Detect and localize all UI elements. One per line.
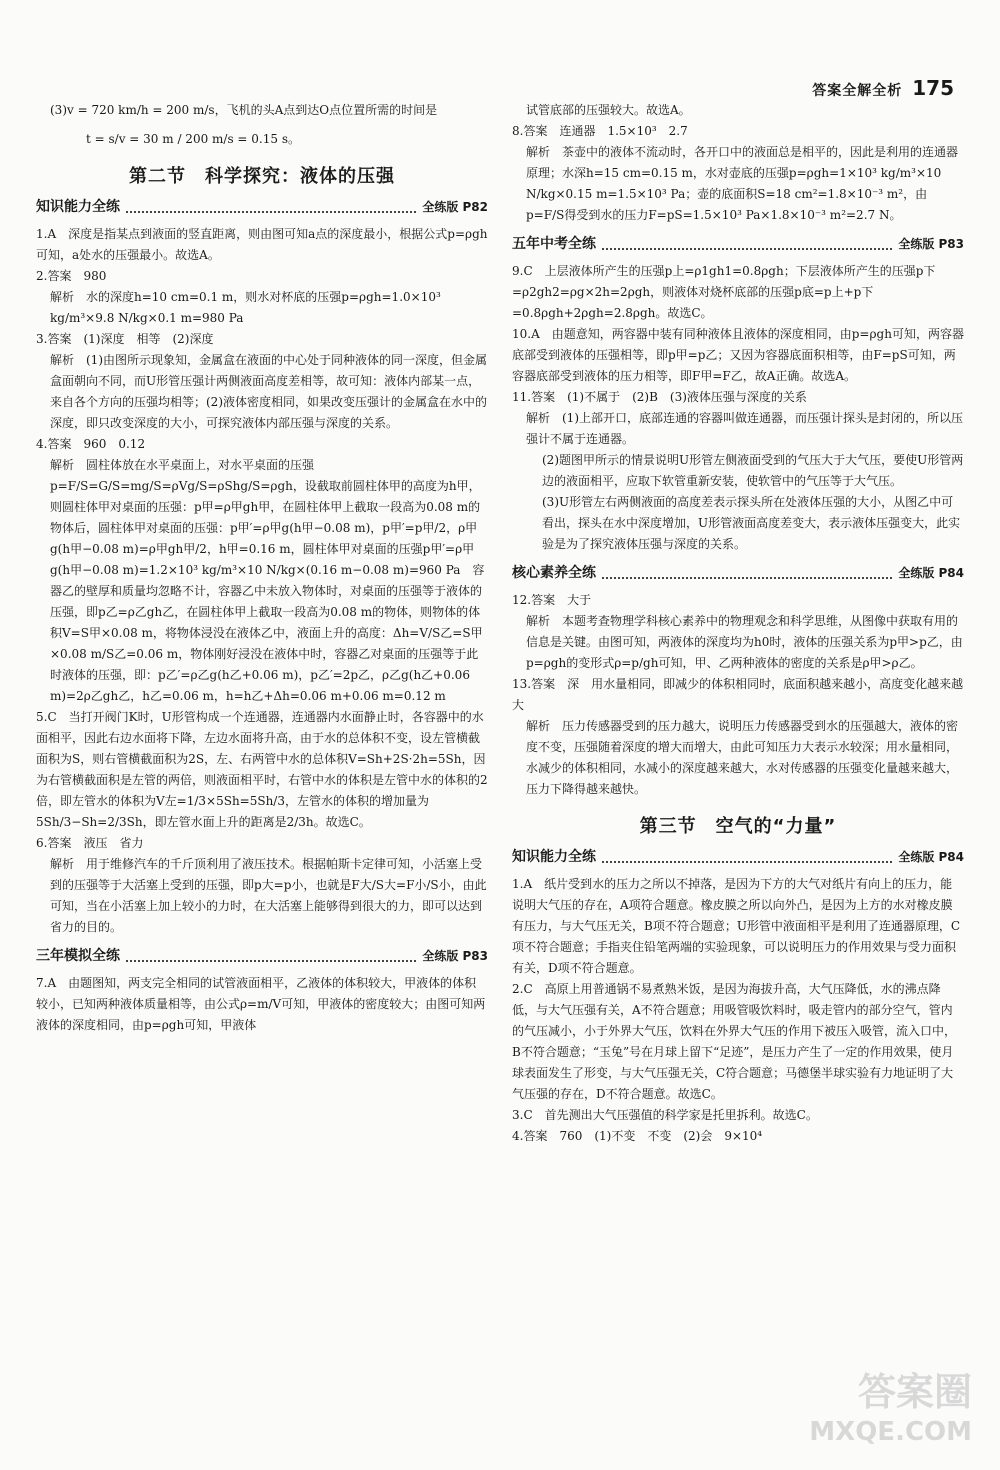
answer-paragraph: 6.答案 液压 省力	[36, 836, 144, 850]
answer-paragraph: 解析 茶壶中的液体不流动时，各开口中的液面总是相平的，因此是利用的连通器原理；水深h=15 cm=0.15 m，水对壶底的压强p=ρgh=1×10³ kg/m³×10 N/kg×0.15 m=1.5×10³ Pa；壶的底面积S=18 cm²=1.8×10⁻³ m²，由p=F/S得受到水的压力F=pS=1.5×10³ Pa×1.8×10⁻³ m²=2.7 N。	[526, 145, 959, 222]
answer-paragraph: (3)U形管左右两侧液面的高度差表示探头所在处液体压强的大小，从图乙中可看出，探头在水中深度增加，U形管液面高度差变大，表示液体压强变大，此实验是为了探究液体压强与深度的关系。	[542, 495, 961, 551]
section-bar-ref: 全练版 P83	[422, 949, 488, 963]
answer-paragraph: 解析 (1)上部开口，底部连通的容器叫做连通器，而压强计探头是封闭的，所以压强计不属于连通器。	[526, 411, 964, 446]
watermark-logo: 答案圈	[857, 1370, 972, 1414]
dotted-leader	[602, 577, 892, 579]
answer-paragraph: 11.答案 (1)不属于 (2)B (3)液体压强与深度的关系	[512, 390, 807, 404]
intro-equation: t = s/v = 30 m / 200 m/s = 0.15 s。	[86, 132, 300, 146]
section-bar-title: 知识能力全练	[512, 849, 596, 865]
watermark	[809, 1372, 972, 1452]
dotted-leader	[602, 861, 892, 863]
dotted-leader	[602, 248, 892, 250]
answer-list	[36, 224, 488, 938]
answer-paragraph: 8.答案 连通器 1.5×10³ 2.7	[512, 124, 688, 138]
section-bar-ref: 全练版 P83	[898, 237, 964, 251]
answer-paragraph: 2.答案 980	[36, 269, 107, 283]
answer-paragraph: 10.A 由题意知，两容器中装有同种液体且液体的深度相同，由p=ρgh可知，两容器底部受到液体的压强相等，即p甲=p乙；又因为容器底面积相等，由F=pS可知，两容器底部受到液体的压力相等，即F甲=F乙，故A正确。故选A。	[512, 327, 964, 383]
answer-list	[512, 590, 964, 800]
section-bar-title: 知识能力全练	[36, 199, 120, 215]
dotted-leader	[126, 211, 416, 213]
answer-paragraph: 1.A 深度是指某点到液面的竖直距离，则由图可知a点的深度最小，根据公式p=ρgh可知，a处水的压强最小。故选A。	[36, 227, 488, 262]
section-title: 第二节 科学探究：液体的压强	[129, 166, 395, 187]
answer-paragraph: 7.A 由题图知，两支完全相同的试管液面相平，乙液体的体积较大，甲液体的体积较小，已知两种液体质量相等，由公式ρ=m/V可知，甲液体的密度较大；由图可知两液体的深度相同，由p=ρgh可知，甲液体	[36, 976, 486, 1032]
answer-paragraph: 解析 本题考查物理学科核心素养中的物理观念和科学思维，从图像中获取有用的信息是关键。由图可知，两液体的深度均为h0时，液体的压强关系为p甲>p乙，由p=ρgh的变形式ρ=p/gh可知，甲、乙两种液体的密度的关系是ρ甲>ρ乙。	[526, 614, 963, 670]
answer-paragraph: 13.答案 深 用水量相同，即减少的体积相同时，底面积越来越小，高度变化越来越大	[512, 677, 964, 712]
answer-paragraph: (2)题图甲所示的情景说明U形管左侧液面受到的气压大于大气压，要使U形管两边的液面相平，应取下软管重新安装，使软管中的气压等于大气压。	[542, 453, 964, 488]
answer-paragraph: 解析 圆柱体放在水平桌面上，对水平桌面的压强p=F/S=G/S=mg/S=ρVg/S=ρShg/S=ρgh，设截取前圆柱体甲的高度为h甲，则圆柱体甲对桌面的压强：p甲=ρ甲gh甲，在圆柱体甲上截取一段高为0.08 m的物体后，圆柱体甲对桌面的压强：p甲′=ρ甲g(h甲−0.08 m)，p甲′=p甲/2，ρ甲g(h甲−0.08 m)=ρ甲gh甲/2，h甲=0.16 m，圆柱体甲对桌面的压强p甲′=ρ甲g(h甲−0.08 m)=1.2×10³ kg/m³×10 N/kg×(0.16 m−0.08 m)=960 Pa 容器乙的壁厚和质量均忽略不计，容器乙中未放入物体时，对桌面的压强等于液体的压强，即p乙=ρ乙gh乙，在圆柱体甲上截取一段高为0.08 m的物体，则物体的体积V=S甲×0.08 m，将物体浸没在液体乙中，液面上升的高度：Δh=V/S乙=S甲×0.08 m/S乙=0.06 m，物体刚好浸没在液体中时，容器乙对桌面的压强等于此时液体的压强，即：p乙′=ρ乙g(h乙+0.06 m)，p乙′=2p乙，ρ乙g(h乙+0.06 m)=2ρ乙gh乙，h乙=0.06 m，h=h乙+Δh=0.06 m+0.06 m=0.12 m	[50, 458, 485, 703]
answer-list	[512, 261, 964, 555]
answer-list	[512, 100, 964, 226]
answer-paragraph: 3.C 首先测出大气压强值的科学家是托里拆利。故选C。	[512, 1108, 818, 1122]
page-number: 175	[912, 76, 954, 100]
page-header	[812, 76, 954, 100]
answer-paragraph: 9.C 上层液体所产生的压强p上=ρ1gh1=0.8ρgh；下层液体所产生的压强p下=ρ2gh2=ρg×2h=2ρgh，则液体对烧杯底部的压强p底=p上+p下=0.8ρgh+2ρgh=2.8ρgh。故选C。	[512, 264, 936, 320]
section-bar	[512, 234, 964, 255]
answer-list	[36, 973, 488, 1036]
answer-paragraph: 4.答案 960 0.12	[36, 437, 146, 451]
section-title: 第三节 空气的“力量”	[639, 816, 837, 837]
answer-paragraph: 1.A 纸片受到水的压力之所以不掉落，是因为下方的大气对纸片有向上的压力，能说明大气压的存在，A项符合题意。橡皮膜之所以向外凸，是因为上方的水对橡皮膜有压力，与大气压无关，B项不符合题意；U形管中液面相平是利用了连通器原理，C项不符合题意；手指夹住铅笔两端的实验现象，可以说明压力的作用效果与受力面积有关，D项不符合题意。	[512, 877, 961, 975]
section-bar	[36, 197, 488, 218]
section-bar	[512, 563, 964, 584]
answer-paragraph: 12.答案 大于	[512, 593, 592, 607]
section-bar	[36, 946, 488, 967]
dotted-leader	[126, 960, 416, 962]
header-title: 答案全解全析	[812, 83, 903, 99]
answer-paragraph: 5.C 当打开阀门K时，U形管构成一个连通器，连通器内水面静止时，各容器中的水面相平，因此右边水面将下降，左边水面将升高，由于水的总体积不变，设左管横截面积为S，则右管横截面积为2S，左、右两管中水的总体积V=Sh+2S·2h=5Sh，因为右管横截面积是左管的两倍，则液面相平时，右管中水的体积是左管中水的体积的2倍，即左管水的体积为V左=1/3×5Sh=5Sh/3，左管水的体积的增加量为5Sh/3−Sh=2/3Sh，即左管水面上升的距离是2/3h。故选C。	[36, 710, 488, 829]
right-column	[512, 100, 964, 1147]
answer-paragraph: 解析 水的深度h=10 cm=0.1 m，则水对杯底的压强p=ρgh=1.0×10³ kg/m³×9.8 N/kg×0.1 m=980 Pa	[50, 290, 441, 325]
section-bar-ref: 全练版 P84	[898, 850, 964, 864]
answer-paragraph: 解析 用于维修汽车的千斤顶利用了液压技术。根据帕斯卡定律可知，小活塞上受到的压强等于大活塞上受到的压强，即p大=p小，也就是F大/S大=F小/S小，由此可知，当在小活塞上加上较小的力时，在大活塞上能够得到很大的力，即可以达到省力的目的。	[50, 857, 487, 934]
answer-list	[512, 874, 964, 1147]
watermark-url: MXQE.COM	[809, 1417, 972, 1447]
section-bar-title: 三年模拟全练	[36, 948, 120, 964]
section-bar-title: 五年中考全练	[512, 236, 596, 252]
section-bar	[512, 847, 964, 868]
answer-paragraph: 解析 (1)由图所示现象知，金属盒在液面的中心处于同种液体的同一深度，但金属盒面朝向不同，而U形管压强计两侧液面高度差相等，故可知：液体内部某一点，来自各个方向的压强均相等；(2)液体密度相同，如果改变压强计的金属盒在水中的深度，即只改变深度的大小，可探究液体内部压强与深度的关系。	[50, 353, 488, 430]
left-column	[36, 100, 488, 1036]
answer-paragraph: 2.C 高原上用普通锅不易煮熟米饭，是因为海拔升高，大气压降低，水的沸点降低，与大气压强有关，A不符合题意；用吸管吸饮料时，吸走管内的部分空气，管内的气压减小，小于外界大气压，饮料在外界大气压的作用下被压入吸管，流入口中，B不符合题意；“玉兔”号在月球上留下“足迹”，是压力产生了一定的作用效果，使月球表面发生了形变，与大气压强无关，C符合题意；马德堡半球实验有力地证明了大气压强的存在，D不符合题意。故选C。	[512, 982, 957, 1101]
answer-paragraph: 解析 压力传感器受到的压力越大，说明压力传感器受到水的压强越大，液体的密度不变，压强随着深度的增大而增大，由此可知压力大表示水较深；用水量相同，水减少的体积相同，水减小的深度越来越大，水对传感器的压强变化量越来越大，压力下降得越来越快。	[526, 719, 959, 796]
section-bar-title: 核心素养全练	[512, 565, 596, 581]
section-bar-ref: 全练版 P82	[422, 200, 488, 214]
answer-paragraph: 3.答案 (1)深度 相等 (2)深度	[36, 332, 214, 346]
answer-paragraph: 4.答案 760 (1)不变 不变 (2)会 9×10⁴	[512, 1129, 763, 1143]
answer-paragraph: 试管底部的压强较大。故选A。	[526, 103, 691, 117]
intro-line: (3)v = 720 km/h = 200 m/s，飞机的头A点到达O点位置所需的时间是	[50, 103, 438, 117]
section-bar-ref: 全练版 P84	[898, 566, 964, 580]
